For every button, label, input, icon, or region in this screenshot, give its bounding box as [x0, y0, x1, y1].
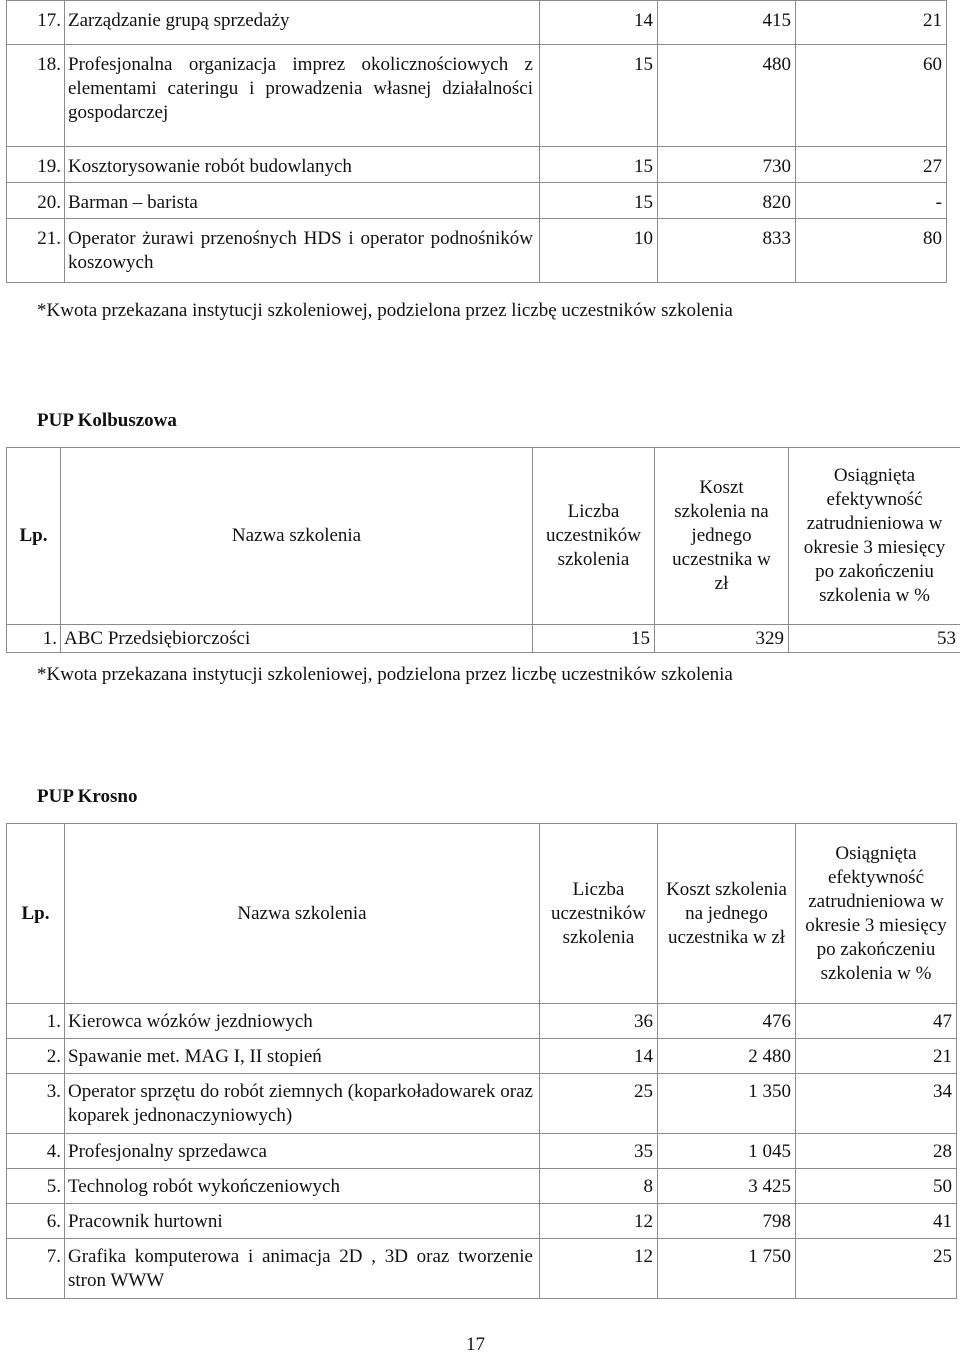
- row-lp: 20.: [7, 183, 65, 219]
- row-liczba: 14: [540, 1, 658, 45]
- table-row: [7, 147, 947, 183]
- row-liczba: 12: [540, 1204, 658, 1239]
- header-lp: Lp.: [7, 448, 61, 625]
- row-lp: 2.: [7, 1039, 65, 1074]
- header-koszt: Koszt szkolenia na jednego uczestnika w zł: [655, 448, 789, 625]
- row-lp: 4.: [7, 1134, 65, 1169]
- header-name: Nazwa szkolenia: [61, 448, 533, 625]
- row-efekt: 28: [796, 1134, 957, 1169]
- table-row: [7, 183, 947, 219]
- row-liczba: 15: [540, 45, 658, 147]
- row-efekt: 60: [796, 45, 947, 147]
- section-title-krosno: PUP Krosno: [37, 786, 137, 808]
- section-title-kolbuszowa: PUP Kolbuszowa: [37, 410, 177, 432]
- row-koszt: 1 350: [658, 1074, 796, 1134]
- row-lp: 19.: [7, 147, 65, 183]
- row-efekt: 34: [796, 1074, 957, 1134]
- row-name: Profesjonalna organizacja imprez okolicznościowych z elementami cateringu i prowadzenia własnej działalności gospodarczej: [65, 45, 540, 147]
- row-efekt: 50: [796, 1169, 957, 1204]
- row-name: Profesjonalny sprzedawca: [65, 1134, 540, 1169]
- table-row: [7, 1, 947, 45]
- row-name: ABC Przedsiębiorczości: [61, 625, 533, 653]
- row-name: Pracownik hurtowni: [65, 1204, 540, 1239]
- row-lp: 1.: [7, 625, 61, 653]
- row-liczba: 14: [540, 1039, 658, 1074]
- row-koszt: 833: [658, 219, 796, 283]
- row-name: Technolog robót wykończeniowych: [65, 1169, 540, 1204]
- row-koszt: 2 480: [658, 1039, 796, 1074]
- row-liczba: 12: [540, 1239, 658, 1299]
- header-lp: Lp.: [7, 824, 65, 1004]
- row-name: Operator sprzętu do robót ziemnych (koparkoładowarek oraz koparek jednonaczyniowych): [65, 1074, 540, 1134]
- row-efekt: 41: [796, 1204, 957, 1239]
- header-koszt: Koszt szkolenia na jednego uczestnika w zł: [658, 824, 796, 1004]
- row-koszt: 798: [658, 1204, 796, 1239]
- table-row: [7, 1169, 957, 1204]
- table-row: [7, 1204, 957, 1239]
- row-liczba: 25: [540, 1074, 658, 1134]
- row-name: Kosztorysowanie robót budowlanych: [65, 147, 540, 183]
- row-lp: 1.: [7, 1004, 65, 1039]
- row-efekt: 21: [796, 1, 947, 45]
- row-koszt: 480: [658, 45, 796, 147]
- table-row: [7, 45, 947, 147]
- row-koszt: 476: [658, 1004, 796, 1039]
- row-liczba: 36: [540, 1004, 658, 1039]
- row-efekt: 21: [796, 1039, 957, 1074]
- row-koszt: 820: [658, 183, 796, 219]
- table-row: [7, 219, 947, 283]
- table-row: [7, 1239, 957, 1299]
- header-liczba: Liczba uczestników szkolenia: [540, 824, 658, 1004]
- header-name: Nazwa szkolenia: [65, 824, 540, 1004]
- row-liczba: 15: [540, 147, 658, 183]
- row-koszt: 329: [655, 625, 789, 653]
- row-efekt: 25: [796, 1239, 957, 1299]
- row-lp: 6.: [7, 1204, 65, 1239]
- row-efekt: -: [796, 183, 947, 219]
- row-name: Barman – barista: [65, 183, 540, 219]
- row-liczba: 10: [540, 219, 658, 283]
- row-name: Kierowca wózków jezdniowych: [65, 1004, 540, 1039]
- header-liczba: Liczba uczestników szkolenia: [533, 448, 655, 625]
- row-name: Operator żurawi przenośnych HDS i operator podnośników koszowych: [65, 219, 540, 283]
- row-liczba: 8: [540, 1169, 658, 1204]
- row-efekt: 47: [796, 1004, 957, 1039]
- row-name: Spawanie met. MAG I, II stopień: [65, 1039, 540, 1074]
- row-lp: 5.: [7, 1169, 65, 1204]
- krosno-table: [6, 823, 957, 1299]
- row-liczba: 15: [540, 183, 658, 219]
- row-liczba: 15: [533, 625, 655, 653]
- table-row: [7, 1134, 957, 1169]
- table-row: [7, 625, 960, 653]
- table-row: [7, 1039, 957, 1074]
- table-row: [7, 1004, 957, 1039]
- footnote-1: *Kwota przekazana instytucji szkoleniowej, podzielona przez liczbę uczestników szkolenia: [37, 300, 733, 322]
- row-efekt: 53: [789, 625, 960, 653]
- row-efekt: 80: [796, 219, 947, 283]
- row-name: Zarządzanie grupą sprzedaży: [65, 1, 540, 45]
- row-efekt: 27: [796, 147, 947, 183]
- row-koszt: 415: [658, 1, 796, 45]
- row-koszt: 730: [658, 147, 796, 183]
- row-lp: 17.: [7, 1, 65, 45]
- header-efekt: Osiągnięta efektywność zatrudnieniowa w okresie 3 miesięcy po zakończeniu szkolenia w %: [789, 448, 960, 625]
- row-lp: 3.: [7, 1074, 65, 1134]
- row-koszt: 1 750: [658, 1239, 796, 1299]
- header-efekt: Osiągnięta efektywność zatrudnieniowa w okresie 3 miesięcy po zakończeniu szkolenia w %: [796, 824, 957, 1004]
- footnote-2: *Kwota przekazana instytucji szkoleniowej, podzielona przez liczbę uczestników szkolenia: [37, 664, 733, 686]
- row-koszt: 3 425: [658, 1169, 796, 1204]
- row-lp: 7.: [7, 1239, 65, 1299]
- row-liczba: 35: [540, 1134, 658, 1169]
- table-row: [7, 1074, 957, 1134]
- training-table-continued: [6, 0, 947, 283]
- row-lp: 21.: [7, 219, 65, 283]
- row-name: Grafika komputerowa i animacja 2D , 3D oraz tworzenie stron WWW: [65, 1239, 540, 1299]
- page-number: 17: [466, 1334, 485, 1356]
- row-lp: 18.: [7, 45, 65, 147]
- row-koszt: 1 045: [658, 1134, 796, 1169]
- kolbuszowa-table: [6, 447, 960, 653]
